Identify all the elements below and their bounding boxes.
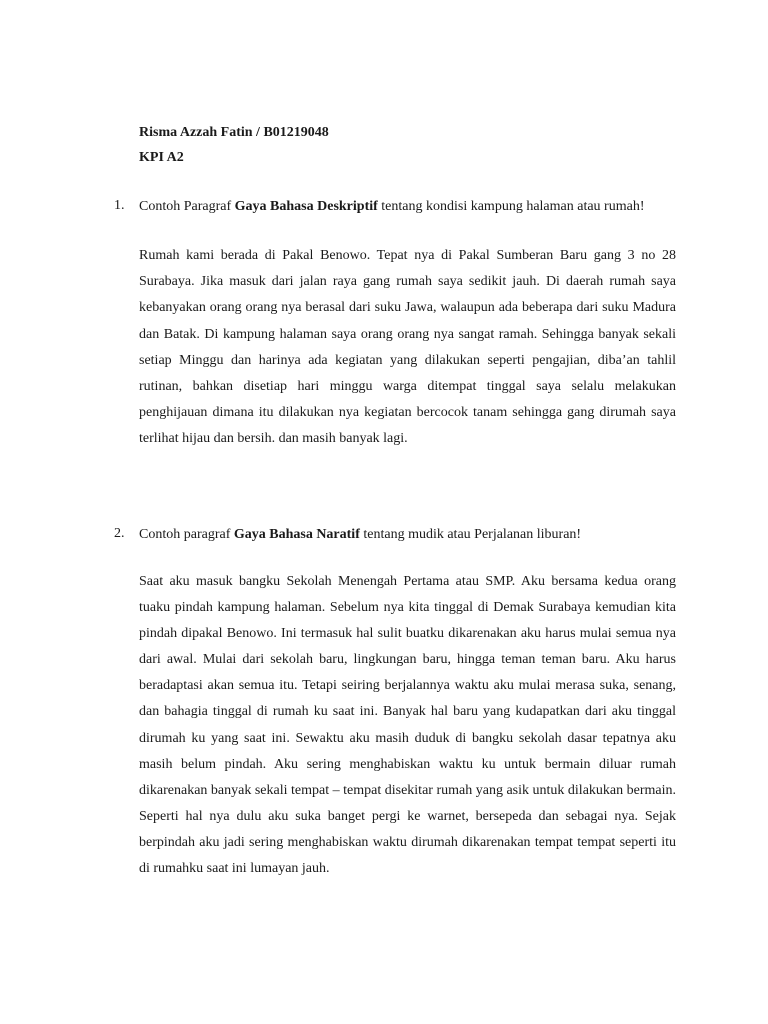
list-number: 1. (114, 198, 125, 213)
prompt-text-before: Contoh Paragraf (139, 199, 235, 214)
prompt-bold-term: Gaya Bahasa Deskriptif (234, 199, 378, 214)
prompt-text-before: Contoh paragraf (139, 527, 234, 542)
class-line: KPI A2 (139, 150, 184, 165)
list-number: 2. (114, 526, 125, 541)
author-line: Risma Azzah Fatin / B01219048 (139, 125, 329, 140)
list-item-2 (114, 521, 676, 882)
answer-paragraph: Rumah kami berada di Pakal Benowo. Tepat nya di Pakal Sumberan Baru gang 3 no 28 Surabaya. Jika masuk dari jalan raya gang rumah saya sedikit jauh. Di daerah rumah saya kebanyakan orang orang nya berasal dari suku Jawa, walaupun ada beberapa dari suku Madura dan Batak. Di kampung halaman saya orang orang nya sangat ramah. Sehingga banyak sekali setiap Minggu dan harinya ada kegiatan yang dilakukan seperti pengajian, diba’an tahlil rutinan, bahkan disetiap hari minggu warga ditempat tinggal saya selalu melakukan penghijauan dimana itu dilakukan nya kegiatan bercocok tanam sehingga gang dirumah saya terlihat hijau dan bersih. dan masih banyak lagi. (139, 248, 676, 447)
question-prompt (139, 521, 676, 548)
document-header (139, 120, 329, 170)
prompt-bold-term: Gaya Bahasa Naratif (233, 527, 360, 542)
list-item-1 (114, 193, 676, 453)
prompt-text-after: tentang kondisi kampung halaman atau rumah! (377, 199, 645, 214)
question-prompt (139, 193, 676, 220)
prompt-text-after: tentang mudik atau Perjalanan liburan! (359, 527, 582, 542)
list-item-body (139, 193, 676, 453)
answer-paragraph: Saat aku masuk bangku Sekolah Menengah Pertama atau SMP. Aku bersama kedua orang tuaku pindah kampung halaman. Sebelum nya kita tinggal di Demak Surabaya kemudian kita pindah dipakal Benowo. Ini termasuk hal sulit buatku dikarenakan aku harus mulai semua nya dari awal. Mulai dari sekolah baru, lingkungan baru, hingga teman teman baru. Aku harus beradaptasi akan semua itu. Tetapi seiring berjalannya waktu aku mulai merasa suka, senang, dan bahagia tinggal di rumah ku saat ini. Banyak hal baru yang kudapatkan dari aku tinggal dirumah ku yang saat ini. Sewaktu aku masih duduk di bangku sekolah dasar tepatnya aku masih belum pindah. Aku sering menghabiskan waktu ku untuk bermain diluar rumah dikarenakan banyak sekali tempat – tempat disekitar rumah yang asik untuk dilakukan bermain. Seperti hal nya dulu aku suka banget pergi ke warnet, bersepeda dan sebagai nya. Sejak berpindah aku jadi sering menghabiskan waktu dirumah dikarenakan tempat tempat seperti itu di rumahku saat ini lumayan jauh. (139, 574, 676, 877)
list-item-body (139, 521, 676, 882)
